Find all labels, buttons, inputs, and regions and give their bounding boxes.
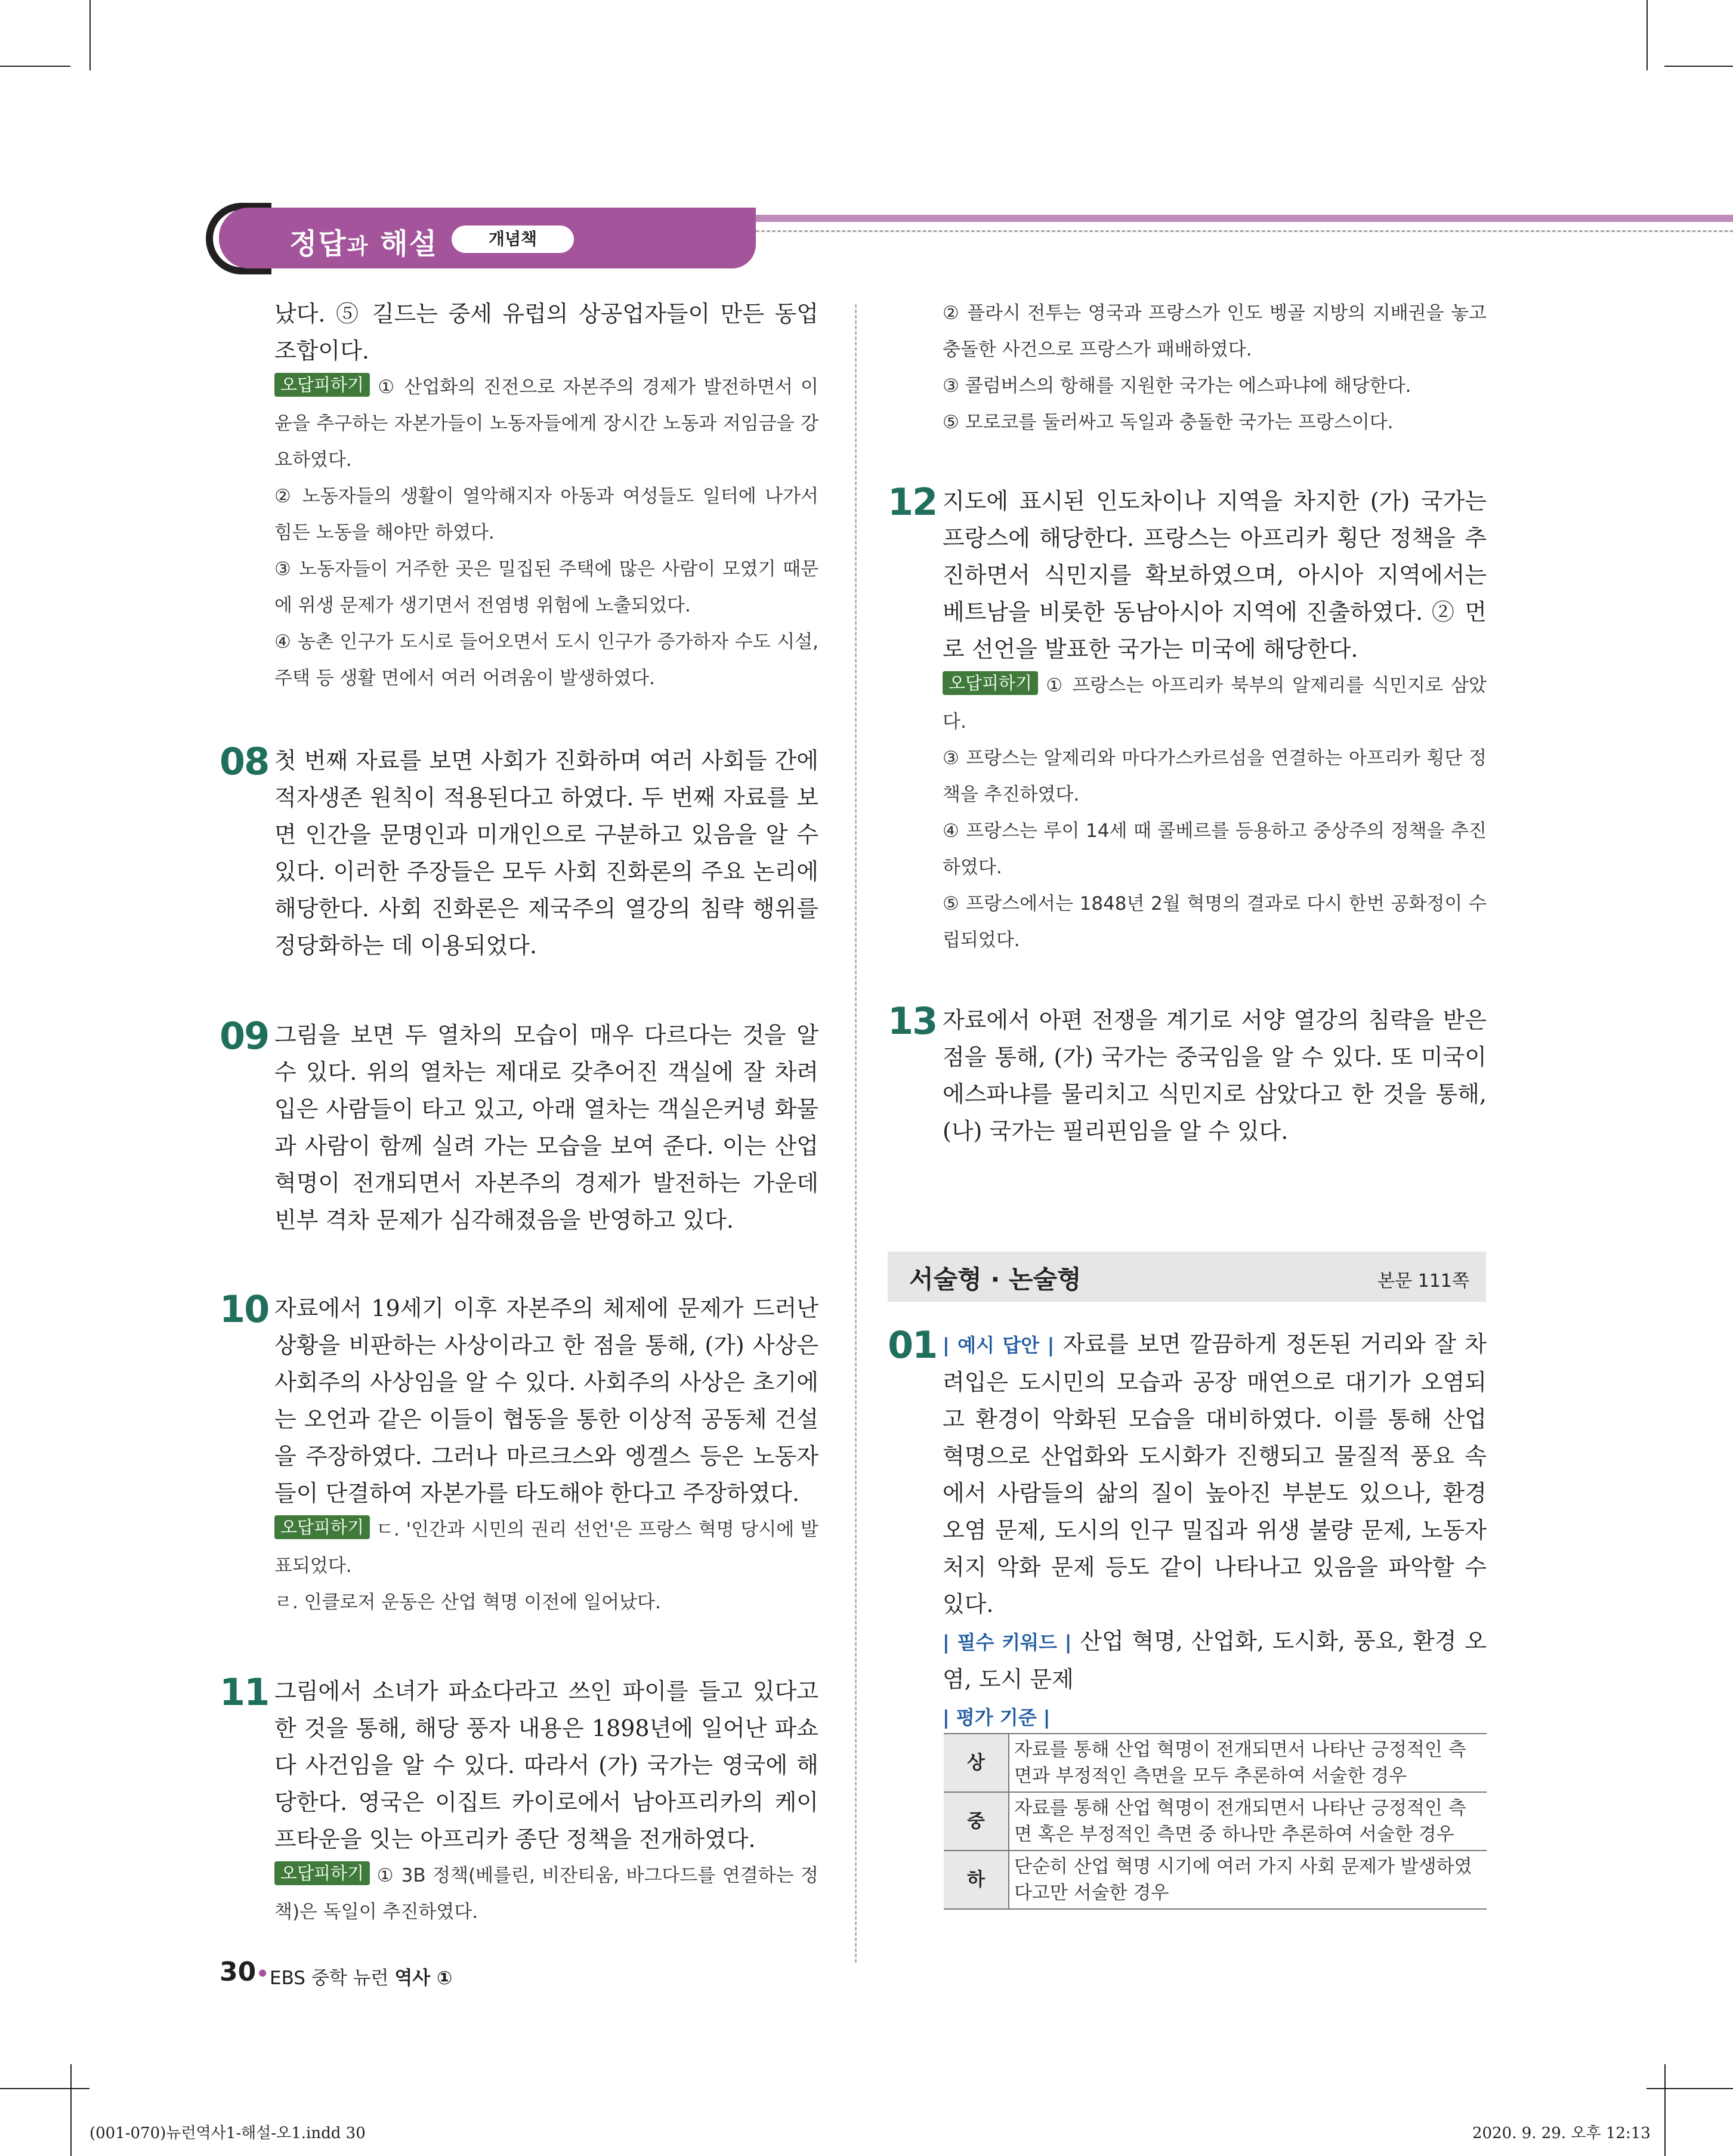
- print-slug-date: 2020. 9. 29. 오후 12:13: [1472, 2124, 1651, 2142]
- header-rule: [756, 215, 1733, 222]
- header-badge: 개념책: [452, 226, 574, 253]
- answer-11-text: 그림에서 소녀가 파쇼다라고 쓰인 파이를 들고 있다고 한 것을 통해, 해당 풍자 내용은 1898년에 일어난 파쇼다 사건임을 알 수 있다. 따라서 (가) 국가는 영국에 해당한다. 영국은 이집트 카이로에서 남아프리카의 케이프타운을 잇는 아프리카 종단 정책을 전개하였다.: [274, 1678, 818, 1852]
- header-title: 정답과 해설: [289, 227, 438, 261]
- criteria-row: [944, 1851, 1487, 1909]
- keyword-label: | 필수 키워드 |: [943, 1631, 1072, 1654]
- wrong-answer-tag: 오답피하기: [274, 1515, 370, 1539]
- criteria-row: [944, 1734, 1487, 1792]
- intro-paragraph: 났다. ⑤ 길드는 중세 유럽의 상공업자들이 만든 동업 조합이다.: [274, 301, 818, 364]
- question-number: 12: [888, 480, 937, 524]
- crop-mark: [1664, 66, 1733, 67]
- example-answer-label: | 예시 답안 |: [943, 1334, 1055, 1357]
- criteria-row: [944, 1792, 1487, 1851]
- question-number: 01: [888, 1323, 937, 1367]
- cont-note: ② 플라시 전투는 영국과 프랑스가 인도 벵골 지방의 지배권을 놓고 충돌한 사건으로 프랑스가 패배하였다.: [943, 302, 1487, 360]
- criteria-level: 중: [944, 1792, 1009, 1851]
- right-column-continued: [943, 295, 1487, 441]
- print-slug-file: (001-070)뉴런역사1-해설-오1.indd 30: [89, 2124, 366, 2142]
- criteria-desc: 자료를 통해 산업 혁명이 전개되면서 나타난 긍정적인 측면과 부정적인 측면을 모두 추론하여 서술한 경우: [1009, 1734, 1487, 1792]
- answer-13: 자료에서 아편 전쟁을 계기로 서양 열강의 침략을 받은 점을 통해, (가) 국가는 중국임을 알 수 있다. 또 미국이 에스파냐를 물리치고 식민지로 삼았다고 한 것을 통해, (나) 국가는 필리핀임을 알 수 있다.: [943, 1007, 1487, 1144]
- question-number: 10: [220, 1287, 269, 1331]
- intro-note: ④ 농촌 인구가 도시로 들어오면서 도시 인구가 증가하자 수도 시설, 주택 등 생활 면에서 여러 어려움이 발생하였다.: [274, 631, 818, 689]
- section-reference: 본문 111쪽: [1377, 1271, 1469, 1292]
- page-header: [206, 203, 1664, 274]
- answer-12-note: ④ 프랑스는 루이 14세 때 콜베르를 등용하고 중상주의 정책을 추진하였다.: [943, 820, 1487, 878]
- intro-note: ② 노동자들의 생활이 열악해지자 아동과 여성들도 일터에 나가서 힘든 노동을 해야만 하였다.: [274, 486, 818, 543]
- answer-10-text: 자료에서 19세기 이후 자본주의 체제에 문제가 드러난 상황을 비판하는 사상이라고 한 점을 통해, (가) 사상은 사회주의 사상임을 알 수 있다. 사회주의 사상은 초기에는 오언과 같은 이들이 협동을 통한 이상적 공동체 건설을 주장하였다. 그러나 마르크스와 엥겔스 등은 노동자들이 단결하여 자본가를 타도해야 한다고 주장하였다.: [274, 1295, 818, 1506]
- cont-note: ③ 콜럼버스의 항해를 지원한 국가는 에스파냐에 해당한다.: [943, 375, 1411, 397]
- answer-12-note: 오답피하기 ① 프랑스는 아프리카 북부의 알제리를 식민지로 삼았다.: [943, 668, 1487, 740]
- answer-10-note: 오답피하기 ㄷ. '인간과 시민의 권리 선언'은 프랑스 혁명 당시에 발표되었다.: [274, 1512, 818, 1584]
- criteria-level: 상: [944, 1734, 1009, 1792]
- crop-mark: [1646, 0, 1648, 70]
- question-number: 11: [220, 1670, 269, 1714]
- wrong-answer-tag: 오답피하기: [274, 1861, 370, 1885]
- intro-note: 오답피하기 ① 산업화의 진전으로 자본주의 경제가 발전하면서 이윤을 추구하는 자본가들이 노동자들에게 장시간 노동과 저임금을 강요하였다.: [274, 369, 818, 478]
- answer-12-text: 지도에 표시된 인도차이나 지역을 차지한 (가) 국가는 프랑스에 해당한다. 프랑스는 아프리카 횡단 정책을 추진하면서 식민지를 확보하였으며, 아시아 지역에서는 베트남을 비롯한 동남아시아 지역에 진출하였다. ② 먼로 선언을 발표한 국가는 미국에 해당한다.: [943, 488, 1487, 662]
- crop-mark: [89, 0, 91, 70]
- criteria-heading: | 평가 기준 |: [943, 1706, 1051, 1729]
- answer-10-note: ㄹ. 인클로저 운동은 산업 혁명 이전에 일어났다.: [274, 1592, 661, 1613]
- answer-11-note: 오답피하기 ① 3B 정책(베를린, 비잔티움, 바그다드를 연결하는 정책)은 독일이 추진하였다.: [274, 1858, 818, 1930]
- answer-12-note: ③ 프랑스는 알제리와 마다가스카르섬을 연결하는 아프리카 횡단 정책을 추진하였다.: [943, 748, 1487, 805]
- wrong-answer-tag: 오답피하기: [274, 373, 370, 397]
- section-header: [888, 1252, 1486, 1302]
- crop-mark: [1664, 2064, 1666, 2156]
- answer-12-note: ⑤ 프랑스에서는 1848년 2월 혁명의 결과로 다시 한번 공화정이 수립되었다.: [943, 893, 1487, 951]
- answer-10: [274, 1290, 818, 1621]
- answer-09: 그림을 보면 두 열차의 모습이 매우 다르다는 것을 알 수 있다. 위의 열차는 제대로 갖추어진 객실에 잘 차려 입은 사람들이 타고 있고, 아래 열차는 객실은커녕 화물과 사람이 함께 실려 가는 모습을 보여 준다. 이는 산업 혁명이 전개되면서 자본주의 경제가 발전하는 가운데 빈부 격차 문제가 심각해졌음을 반영하고 있다.: [274, 1022, 818, 1233]
- cont-note: ⑤ 모로코를 둘러싸고 독일과 충돌한 국가는 프랑스이다.: [943, 412, 1394, 433]
- crop-mark: [0, 2088, 89, 2089]
- left-column: [274, 295, 818, 697]
- question-number: 13: [888, 999, 937, 1043]
- question-number: 08: [220, 740, 269, 783]
- required-keywords: | 필수 키워드 | 산업 혁명, 산업화, 도시화, 풍요, 환경 오염, 도시 문제: [943, 1628, 1487, 1692]
- section-title: 서술형 · 논술형: [909, 1265, 1082, 1294]
- crop-mark: [70, 2064, 72, 2156]
- example-answer: | 예시 답안 | 자료를 보면 깔끔하게 정돈된 거리와 잘 차려입은 도시민의 모습과 공장 매연으로 대기가 오염되고 환경이 악화된 모습을 대비하였다. 이를 통해 산업 혁명으로 산업화와 도시화가 진행되고 물질적 풍요 속에서 사람들의 삶의 질이 높아진 부분도 있으나, 환경 오염 문제, 도시의 인구 밀집과 위생 불량 문제, 노동자 처지 악화 문제 등도 같이 나타나고 있음을 파악할 수 있다.: [943, 1331, 1487, 1617]
- criteria-table: [944, 1733, 1487, 1910]
- header-pill: [219, 208, 756, 268]
- crop-mark: [1646, 2088, 1733, 2089]
- criteria-desc: 자료를 통해 산업 혁명이 전개되면서 나타난 긍정적인 측면 혹은 부정적인 측면 중 하나만 추론하여 서술한 경우: [1009, 1792, 1487, 1851]
- criteria-desc: 단순히 산업 혁명 시기에 여러 가지 사회 문제가 발생하였다고만 서술한 경우: [1009, 1851, 1487, 1909]
- answer-08: 첫 번째 자료를 보면 사회가 진화하며 여러 사회들 간에 적자생존 원칙이 적용된다고 하였다. 두 번째 자료를 보면 인간을 문명인과 미개인으로 구분하고 있음을 알 수 있다. 이러한 주장들은 모두 사회 진화론의 주요 논리에 해당한다. 사회 진화론은 제국주의 열강의 침략 행위를 정당화하는 데 이용되었다.: [274, 748, 818, 959]
- header-dashed-rule: [756, 230, 1733, 232]
- question-number: 09: [220, 1014, 269, 1058]
- answer-11: [274, 1673, 818, 1930]
- book-title: EBS 중학 뉴런 역사 ①: [270, 1967, 453, 1989]
- intro-note: ③ 노동자들이 거주한 곳은 밀집된 주택에 많은 사람이 모였기 때문에 위생 문제가 생기면서 전염병 위험에 노출되었다.: [274, 558, 818, 616]
- wrong-answer-tag: 오답피하기: [943, 671, 1038, 695]
- page-number: 30•: [220, 1957, 269, 1987]
- crop-mark: [0, 66, 70, 67]
- criteria-level: 하: [944, 1851, 1009, 1909]
- answer-essay-01: [943, 1326, 1487, 1736]
- answer-12: [943, 483, 1487, 959]
- column-divider: [855, 304, 857, 1963]
